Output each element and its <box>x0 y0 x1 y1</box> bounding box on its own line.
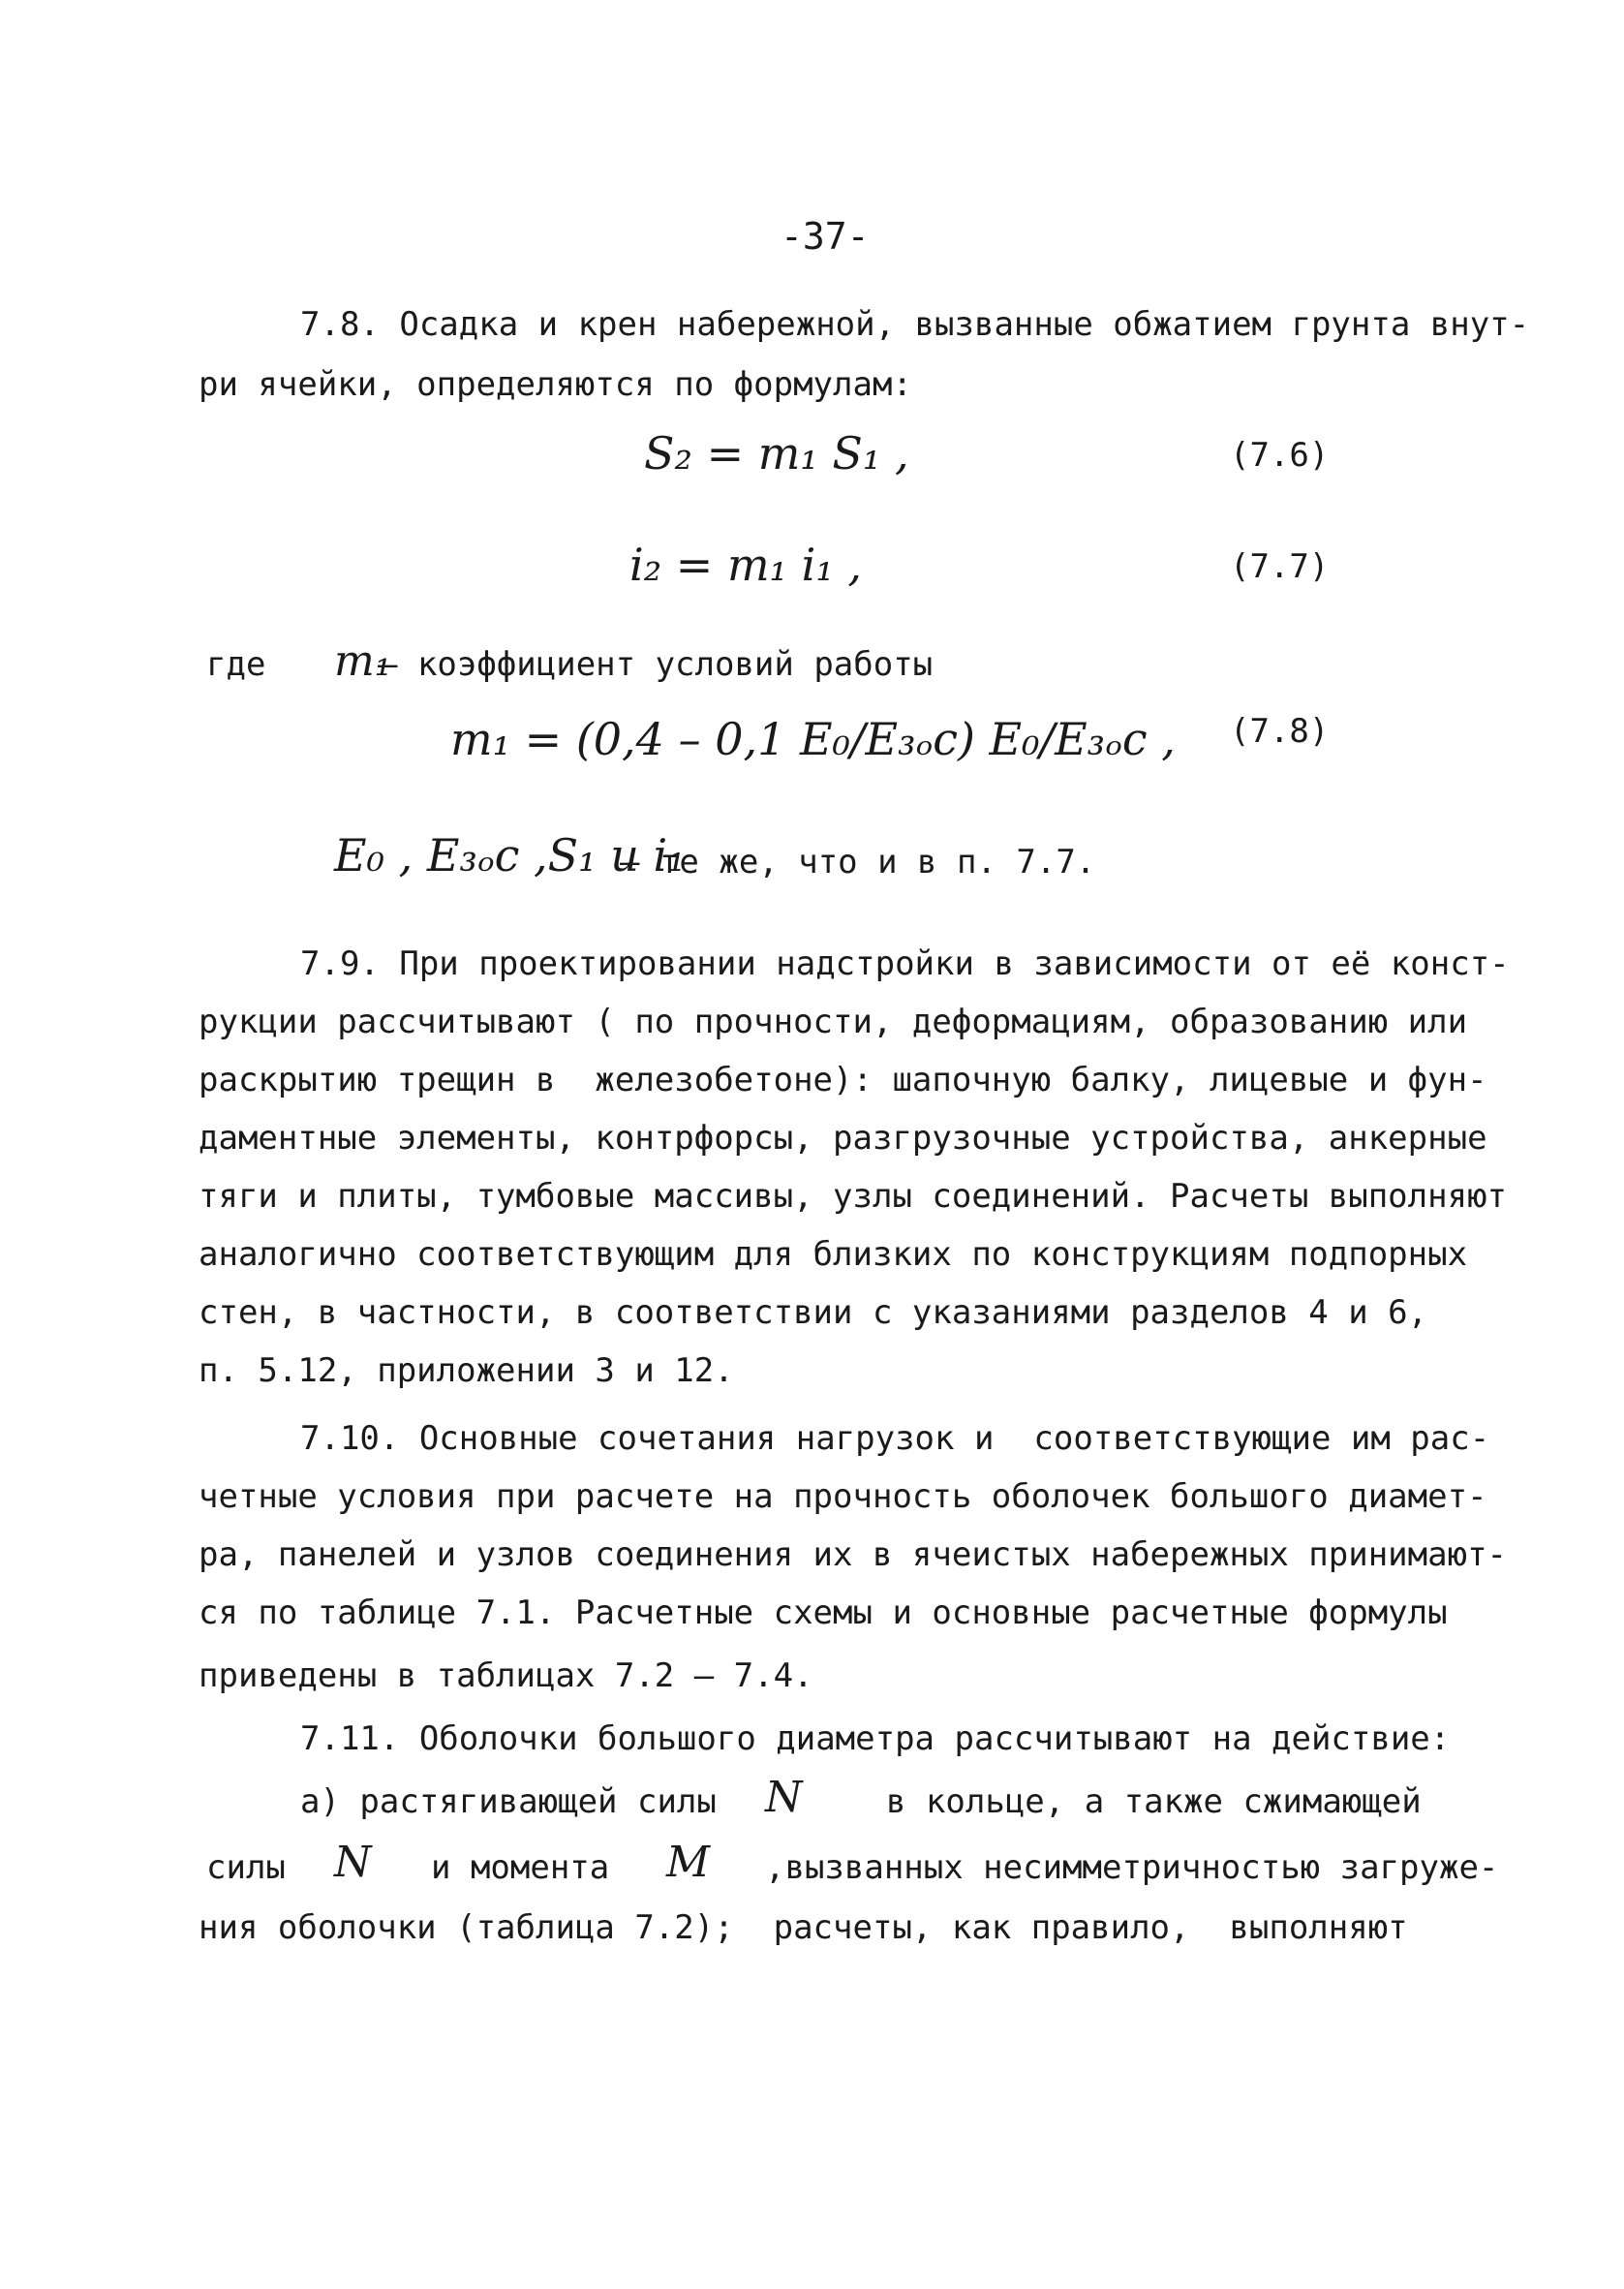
sec-7-8-line-1: 7.8. Осадка и крен набережной, вызванные обжатием грунта внут- <box>300 305 1530 344</box>
equation-7-6: S₂ = m₁ S₁ , <box>644 427 909 479</box>
sec-7-9-line: аналогично соответствующим для близких по конструкциям подпорных <box>199 1235 1468 1274</box>
symbol-N: N <box>765 1773 803 1822</box>
where-definition: – коэффициент условий работы <box>378 645 934 684</box>
symbol-M: M <box>666 1838 711 1887</box>
sec-7-9-line: раскрытию трещин в железобетоне): шапочную балку, лицевые и фун- <box>199 1061 1487 1099</box>
equation-7-6-number: (7.6) <box>1230 436 1330 475</box>
sec-7-10-line: четные условия при расчете на прочность оболочек большого диамет- <box>199 1477 1487 1516</box>
sec-7-9-line: рукции рассчитывают ( по прочности, деформациям, образованию или <box>199 1003 1468 1041</box>
sec-7-10-line: приведены в таблицах 7.2 – 7.4. <box>199 1656 813 1695</box>
sec-7-10-line: ся по таблице 7.1. Расчетные схемы и основные расчетные формулы <box>199 1593 1448 1632</box>
sec-7-10-line: ра, панелей и узлов соединения их в ячеистых набережных принимают- <box>199 1535 1508 1574</box>
sec-7-9-line: п. 5.12, приложении 3 и 12. <box>199 1351 734 1390</box>
sec-7-11-a-part-2: в кольце, а также сжимающей <box>886 1782 1422 1821</box>
equation-7-8-number: (7.8) <box>1230 712 1330 751</box>
sec-7-9-line: стен, в частности, в соответствии с указаниями разделов 4 и 6, <box>199 1293 1428 1332</box>
sec-7-10-line: 7.10. Основные сочетания нагрузок и соответствующие им рас- <box>300 1419 1490 1458</box>
sec-7-11-a-part-1: а) растягивающей силы <box>300 1782 717 1821</box>
sec-7-11-line-3-part-2: и момента <box>431 1848 610 1887</box>
equation-7-7: i₂ = m₁ i₁ , <box>629 539 863 591</box>
sec-7-9-line: даментные элементы, контрфорсы, разгрузочные устройства, анкерные <box>199 1119 1487 1158</box>
sec-7-11-line-4: ния оболочки (таблица 7.2); расчеты, как правило, выполняют <box>199 1908 1408 1947</box>
symbols-list: E₀ , E₃ₒc ,S₁ и i₁ <box>334 829 686 882</box>
page-number: -37- <box>781 215 870 258</box>
symbols-explanation: – те же, что и в п. 7.7. <box>620 843 1096 882</box>
sec-7-9-line: 7.9. При проектировании надстройки в зависимости от её конст- <box>300 944 1510 983</box>
where-symbol: m₁ <box>334 636 392 686</box>
symbol-N: N <box>334 1838 372 1887</box>
sec-7-9-line: тяги и плиты, тумбовые массивы, узлы соединений. Расчеты выполняют <box>199 1177 1508 1216</box>
where-label: где <box>206 645 266 684</box>
sec-7-11-line-3-part-3: ,вызванных несимметричностью загруже- <box>765 1848 1499 1887</box>
equation-7-7-number: (7.7) <box>1230 547 1330 586</box>
equation-7-8: m₁ = (0,4 – 0,1 E₀/E₃ₒc) E₀/E₃ₒc , <box>450 713 1176 765</box>
sec-7-11-line-3-part-1: силы <box>206 1848 286 1887</box>
sec-7-11-line-1: 7.11. Оболочки большого диаметра рассчитывают на действие: <box>300 1719 1451 1758</box>
sec-7-8-line-2: ри ячейки, определяются по формулам: <box>199 365 912 404</box>
